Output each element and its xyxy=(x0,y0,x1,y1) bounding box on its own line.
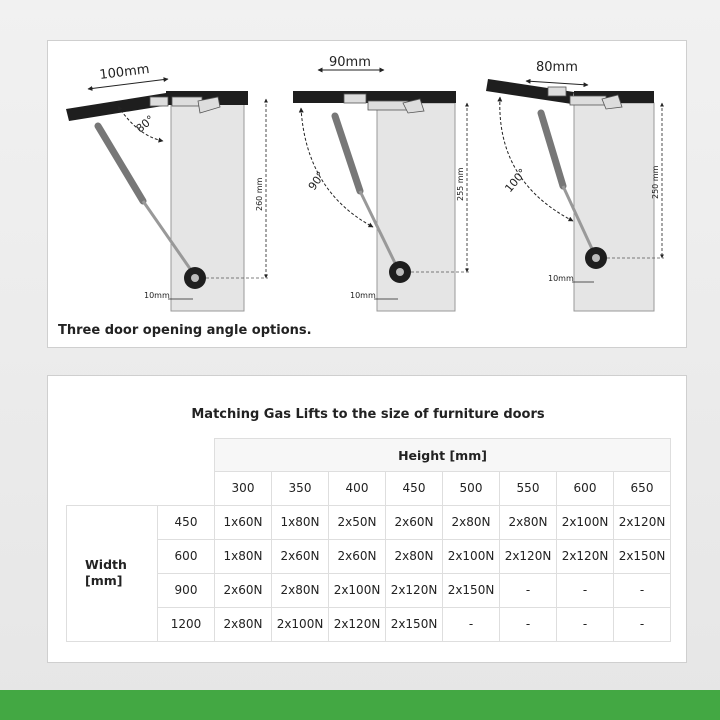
height-value: 400 xyxy=(329,472,386,506)
figure-90-deg xyxy=(293,55,469,311)
table-cell: 2x60N xyxy=(272,539,329,573)
table-cell: 2x150N xyxy=(443,573,500,607)
width-header-unit: [mm] xyxy=(85,573,123,588)
gas-lift-body xyxy=(98,126,143,201)
angle-label: 100° xyxy=(502,166,530,195)
width-dimension xyxy=(526,81,588,85)
gas-lift-body xyxy=(541,113,563,186)
table-cell: - xyxy=(500,573,557,607)
table-title: Matching Gas Lifts to the size of furniture doors xyxy=(191,407,545,422)
table-cell: 1x60N xyxy=(215,505,272,539)
gas-lift-body xyxy=(335,116,360,191)
table-cell: 2x150N xyxy=(386,607,443,641)
table-cell: 2x80N xyxy=(443,505,500,539)
diagram-caption: Three door opening angle options. xyxy=(58,323,312,338)
table-cell: 1x80N xyxy=(272,505,329,539)
table-cell: - xyxy=(557,573,614,607)
height-value: 550 xyxy=(500,472,557,506)
table-cell: 2x120N xyxy=(614,505,671,539)
height-label: 255 mm xyxy=(456,167,465,201)
table-cell: 1x80N xyxy=(215,539,272,573)
table-cell: 2x60N xyxy=(386,505,443,539)
table-cell: 2x100N xyxy=(272,607,329,641)
table-cell: - xyxy=(500,607,557,641)
width-label: 100mm xyxy=(98,61,151,83)
angle-label: 80° xyxy=(133,112,157,136)
table-cell: - xyxy=(614,573,671,607)
offset-label: 10mm xyxy=(350,291,376,300)
table-row xyxy=(67,573,671,607)
height-value: 600 xyxy=(557,472,614,506)
table-cell: 2x120N xyxy=(500,539,557,573)
offset-label: 10mm xyxy=(548,274,574,283)
lift-diagrams xyxy=(48,41,686,347)
table-row xyxy=(67,505,671,539)
gas-lift-table xyxy=(66,438,671,642)
table-cell: 2x80N xyxy=(500,505,557,539)
height-value: 500 xyxy=(443,472,500,506)
table-panel xyxy=(47,375,687,663)
table-cell: 2x100N xyxy=(443,539,500,573)
height-label: 260 mm xyxy=(255,177,264,211)
height-header: Height [mm] xyxy=(215,439,671,472)
table-cell: 2x100N xyxy=(557,505,614,539)
height-value: 350 xyxy=(272,472,329,506)
table-cell: 2x150N xyxy=(614,539,671,573)
table-cell: 2x80N xyxy=(386,539,443,573)
offset-label: 10mm xyxy=(144,291,170,300)
height-value: 450 xyxy=(386,472,443,506)
figure-80-deg xyxy=(66,62,268,311)
table-cell: - xyxy=(557,607,614,641)
width-value: 600 xyxy=(158,539,215,573)
diagram-panel xyxy=(47,40,687,348)
table-row xyxy=(67,539,671,573)
table-cell: 2x100N xyxy=(329,573,386,607)
table-cell: 2x120N xyxy=(386,573,443,607)
cabinet-side xyxy=(171,101,244,311)
table-cell: 2x120N xyxy=(329,607,386,641)
cabinet-side xyxy=(377,103,455,311)
angle-arc xyxy=(500,97,573,221)
width-label: 80mm xyxy=(536,60,578,75)
width-value: 450 xyxy=(158,505,215,539)
table-cell: - xyxy=(614,607,671,641)
height-value: 650 xyxy=(614,472,671,506)
width-value: 1200 xyxy=(158,607,215,641)
table-cell: 2x60N xyxy=(215,573,272,607)
height-row xyxy=(67,472,671,506)
table-row xyxy=(67,607,671,641)
table-cell: - xyxy=(443,607,500,641)
table-cell: 2x80N xyxy=(215,607,272,641)
width-label: 90mm xyxy=(329,55,371,70)
table-cell: 2x120N xyxy=(557,539,614,573)
width-value: 900 xyxy=(158,573,215,607)
cabinet-side xyxy=(574,103,654,311)
angle-label: 90° xyxy=(305,169,328,193)
table-cell: 2x80N xyxy=(272,573,329,607)
table-cell: 2x50N xyxy=(329,505,386,539)
width-header-label: Width xyxy=(85,557,127,572)
table-cell: 2x60N xyxy=(329,539,386,573)
width-header xyxy=(67,505,158,641)
height-value: 300 xyxy=(215,472,272,506)
height-label: 250 mm xyxy=(651,165,660,199)
brand-accent-bar xyxy=(0,690,720,720)
figure-100-deg xyxy=(486,60,664,311)
